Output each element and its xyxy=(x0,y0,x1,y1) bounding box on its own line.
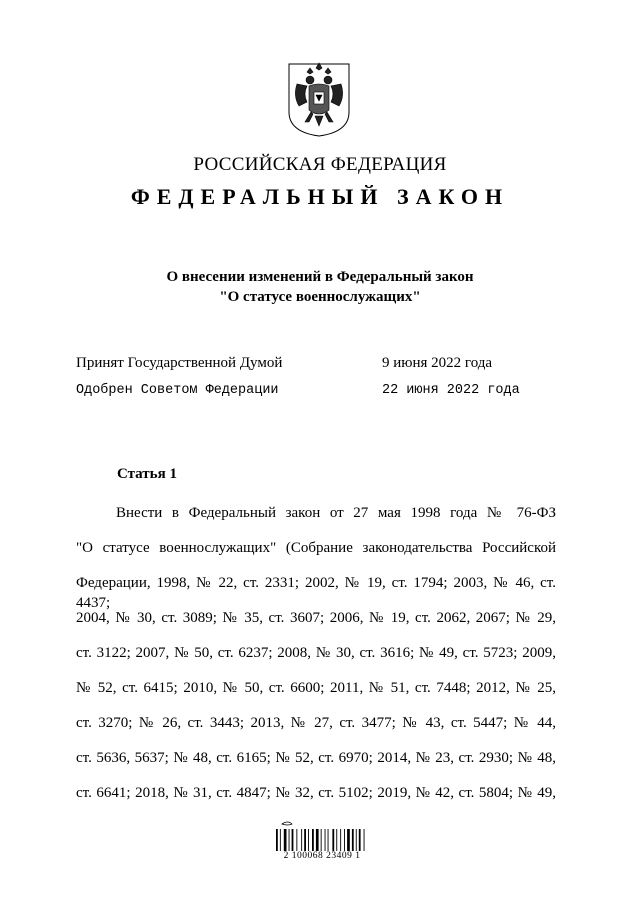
barcode-icon xyxy=(268,820,372,870)
law-subject-line-1: О внесении изменений в Федеральный закон xyxy=(166,269,474,285)
article-text-line: ст. 3122; 2007, № 50, ст. 6237; 2008, № 30, ст. 3616; № 49, ст. 5723; 2009, xyxy=(76,645,556,661)
approval-label: Принят Государственной Думой xyxy=(76,355,283,371)
article-text-line: № 52, ст. 6415; 2010, № 50, ст. 6600; 2011, № 51, ст. 7448; 2012, № 25, xyxy=(76,680,556,696)
article-text-line: Федерации, 1998, № 22, ст. 2331; 2002, № 19, ст. 1794; 2003, № 46, ст. 4437; xyxy=(76,575,556,611)
article-text-line: "О статусе военнослужащих" (Собрание законодательства Российской xyxy=(76,540,556,556)
law-type-heading: ФЕДЕРАЛЬНЫЙ ЗАКОН xyxy=(130,184,510,209)
approval-date: 22 июня 2022 года xyxy=(382,383,520,398)
approval-label: Одобрен Советом Федерации xyxy=(76,383,279,398)
article-text-line: ст. 3270; № 26, ст. 3443; 2013, № 27, ст. 3477; № 43, ст. 5447; № 44, xyxy=(76,715,556,731)
article-title: Статья 1 xyxy=(117,466,177,482)
barcode-number: 2 100068 23409 1 xyxy=(283,851,361,861)
article-text-line: ст. 5636, 5637; № 48, ст. 6165; № 52, ст. 6970; 2014, № 23, ст. 2930; № 48, xyxy=(76,750,556,766)
approval-date: 9 июня 2022 года xyxy=(382,355,493,371)
article-text-line: Внести в Федеральный закон от 27 мая 1998 года № 76-ФЗ xyxy=(116,505,556,521)
country-heading: РОССИЙСКАЯ ФЕДЕРАЦИЯ xyxy=(193,154,447,175)
law-subject xyxy=(0,267,640,307)
coat-of-arms-icon xyxy=(287,62,351,138)
article-text-line: 2004, № 30, ст. 3089; № 35, ст. 3607; 2006, № 19, ст. 2062, 2067; № 29, xyxy=(76,610,556,626)
article-text-line: ст. 6641; 2018, № 31, ст. 4847; № 32, ст. 5102; 2019, № 42, ст. 5804; № 49, xyxy=(76,785,556,801)
law-subject-line-2: "О статусе военнослужащих" xyxy=(219,289,421,305)
